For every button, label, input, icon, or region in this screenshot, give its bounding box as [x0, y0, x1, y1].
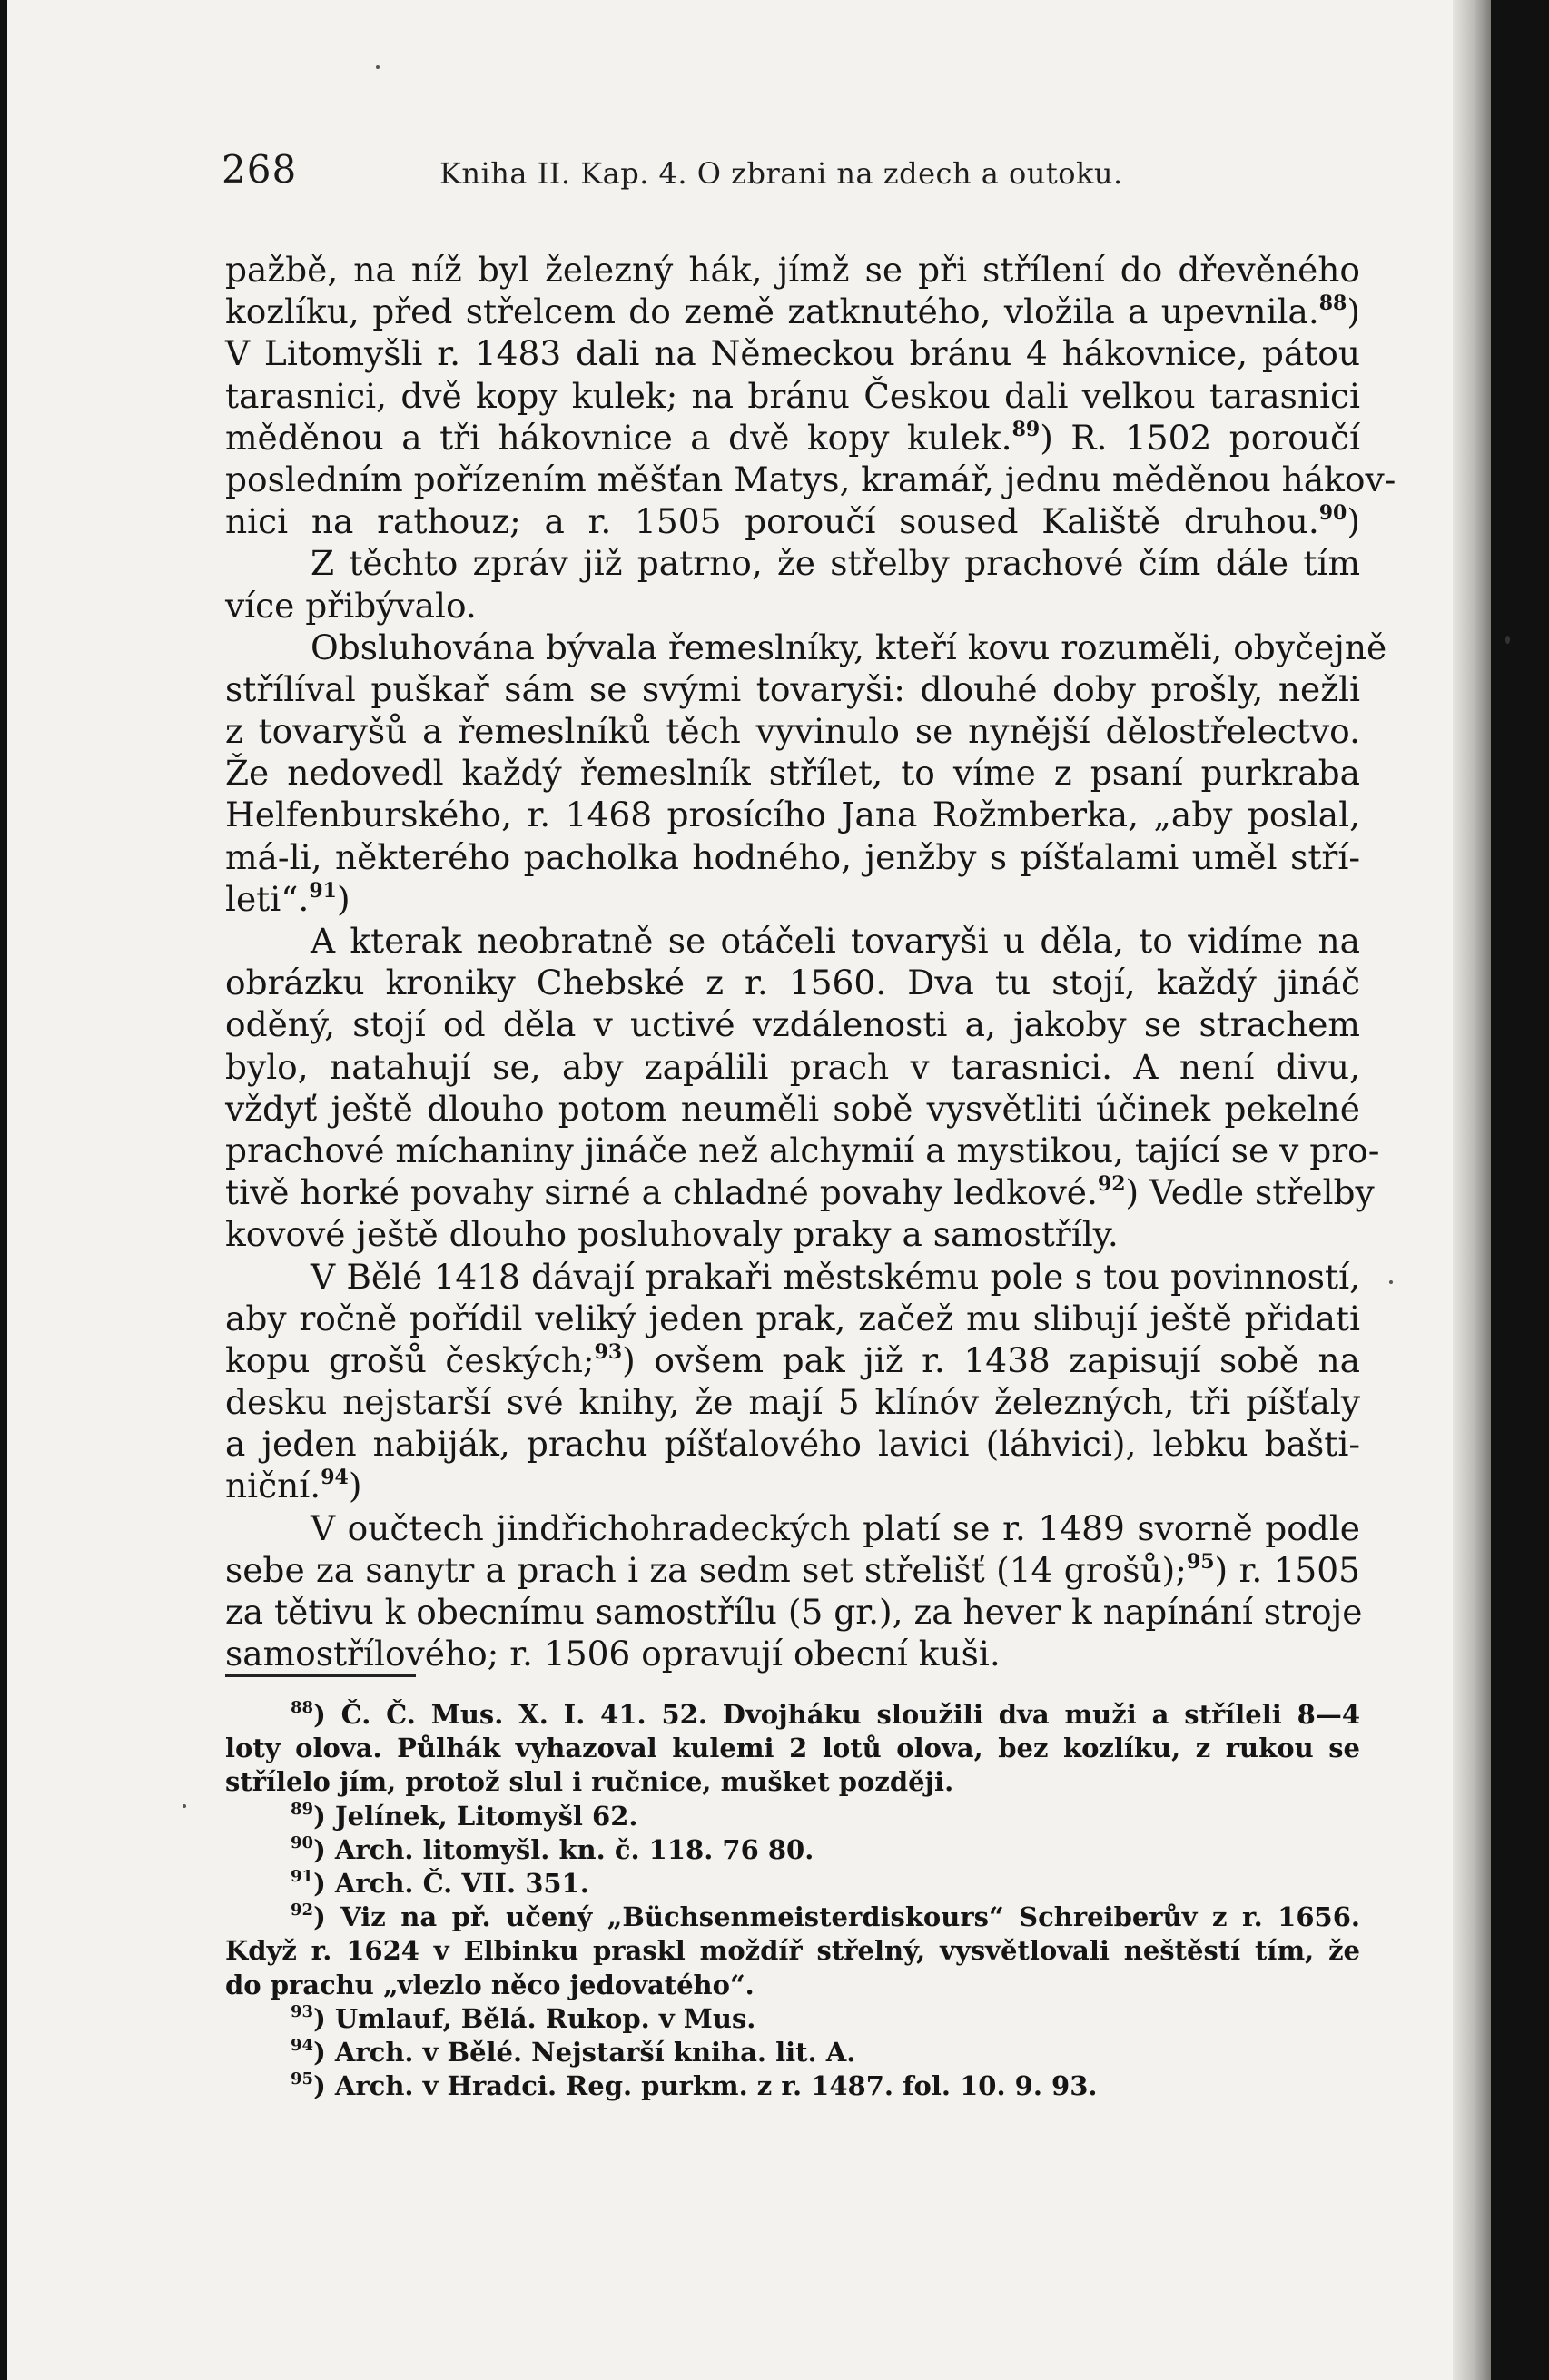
footnote-text: Arch. Č. VII. 351. — [334, 1867, 589, 1899]
body-line — [225, 1046, 1360, 1088]
body-line — [225, 1633, 1360, 1674]
body-line-text: kopu grošů českých; — [225, 1339, 595, 1380]
body-line-text: střílíval puškař sám se svými tovaryši: dlouhé doby prošly, nežli — [225, 668, 1360, 709]
body-line-text-after: R. 1502 poroučí — [1052, 417, 1360, 458]
footnote-line — [225, 1901, 1360, 1934]
body-line-text: bylo, natahují se, aby zapálili prach v tarasnici. A není divu, — [225, 1046, 1360, 1087]
footnote-number-paren: ) — [313, 1699, 341, 1730]
body-line-text: Že nedovedl každý řemeslník střílet, to víme z psaní purkraba — [225, 753, 1360, 794]
footnote-line — [225, 1765, 1360, 1799]
body-line — [225, 291, 1360, 332]
footnote-number: 93 — [291, 2001, 314, 2021]
footnote-text: střílelo jím, protož slul i ručnice, mušket později. — [225, 1766, 954, 1798]
footnote-number-paren: ) — [313, 1867, 335, 1899]
footnote-text: Umlauf, Bělá. Rukop. v Mus. — [334, 2002, 756, 2034]
footnote-text: Č. Č. Mus. X. I. 41. 52. Dvojháku sloužili dva muži a stříleli 8—4 — [340, 1699, 1360, 1730]
footnote-text: loty olova. Půlhák vyhazoval kulemi 2 lotů olova, bez kozlíku, z rukou se — [225, 1733, 1360, 1764]
footnote-line — [225, 2069, 1360, 2103]
footnote-reference-paren: ) — [348, 1466, 362, 1506]
body-line-text: tivě horké povahy sirné a chladné povahy ledkové. — [225, 1172, 1098, 1213]
footnote-reference[interactable]: 92 — [1097, 1172, 1126, 1197]
body-line — [225, 585, 1360, 627]
body-line-text: vždyť ještě dlouho potom neuměli sobě vysvětliti účinek pekelné — [225, 1088, 1360, 1129]
body-line-text: Z těchto zpráv již patrno, že střelby prachové čím dále tím — [311, 543, 1360, 584]
footnote-reference-paren: ) — [1214, 1549, 1228, 1590]
body-line-text: má-li, některého pacholka hodného, jenžby s píšťalami uměl stří- — [225, 836, 1360, 877]
footnote-line — [225, 1800, 1360, 1833]
body-line-text: oděný, stojí od děla v uctivé vzdálenosti a, jakoby se strachem — [225, 1004, 1360, 1045]
footnote-line — [225, 1969, 1360, 2002]
body-line-text: samostřílového; r. 1506 opravují obecní kuši. — [225, 1634, 1001, 1674]
footnote-reference[interactable]: 95 — [1186, 1549, 1215, 1574]
body-line-text: A kterak neobratně se otáčeli tovaryši u děla, to vidíme na — [311, 921, 1360, 961]
body-line — [225, 1591, 1363, 1633]
footnote-reference[interactable]: 91 — [309, 878, 337, 903]
body-line — [225, 878, 1360, 920]
body-line-text: V oučtech jindřichohradeckých platí se r. 1489 svorně podle — [311, 1507, 1360, 1548]
body-line-text: za tětivu k obecnímu samostřílu (5 gr.), za hever k napínání stroje — [225, 1592, 1363, 1632]
footnote-reference-paren: ) — [1347, 501, 1360, 542]
footnotes — [225, 1698, 1360, 2103]
body-line-text: leti“. — [225, 878, 310, 919]
body-line — [225, 459, 1396, 500]
footnote-line — [225, 1698, 1360, 1732]
footnote-line — [225, 1867, 1360, 1901]
body-line — [225, 710, 1360, 752]
body-line-text: a jeden nabiják, prachu píšťalového lavici (láhvici), lebku bašti- — [225, 1424, 1360, 1465]
footnote-text: do prachu „vlezlo něco jedovatého“. — [225, 1969, 755, 2000]
footnote-text: Když r. 1624 v Elbinku praskl moždíř střelný, vysvětlovali neštěstí tím, že — [225, 1935, 1360, 1967]
body-text — [225, 249, 1396, 1674]
body-line — [225, 1465, 1360, 1506]
body-line — [225, 1088, 1360, 1130]
footnote-text: Arch. v Hradci. Reg. purkm. z r. 1487. fol. 10. 9. 93. — [334, 2070, 1098, 2102]
body-line-text: desku nejstarší své knihy, že mají 5 klínóv železných, tři píšťaly — [225, 1382, 1360, 1423]
body-line — [225, 668, 1360, 710]
body-line — [225, 1549, 1360, 1591]
footnote-number-paren: ) — [313, 2036, 335, 2068]
footnote-text: Arch. v Bělé. Nejstarší kniha. lit. A. — [334, 2036, 856, 2068]
footnote-reference-paren: ) — [336, 878, 350, 919]
body-line-text: z tovaryšů a řemeslníků těch vyvinulo se nynější dělostřelectvo. — [225, 711, 1360, 752]
body-line — [225, 920, 1360, 962]
footnote-number: 92 — [291, 1901, 314, 1921]
body-line — [225, 627, 1387, 668]
footnote-number: 89 — [291, 1799, 314, 1819]
body-line — [225, 542, 1360, 584]
footnote-reference[interactable]: 90 — [1318, 501, 1347, 526]
body-line-text: Helfenburského, r. 1468 prosícího Jana Rožmberka, „aby poslal, — [225, 795, 1360, 835]
footnote-reference[interactable]: 89 — [1011, 417, 1041, 441]
body-line — [225, 1256, 1360, 1298]
body-line-text: pažbě, na níž byl železný hák, jímž se při střílení do dřevěného — [225, 250, 1360, 290]
footnote-number: 95 — [291, 2069, 314, 2089]
body-line — [225, 794, 1360, 835]
footnote-line — [225, 2036, 1360, 2069]
footnote-line — [225, 1934, 1360, 1968]
footnote-text: Jelínek, Litomyšl 62. — [334, 1800, 638, 1832]
body-line — [225, 249, 1360, 291]
body-line-text-after: ovšem pak již r. 1438 zapisují sobě na — [635, 1339, 1361, 1380]
footnote-text: Viz na př. učený „Büchsenmeisterdiskours“ Schreiberův z r. 1656. — [340, 1901, 1360, 1933]
body-line-text: prachové míchaniny jináče než alchymií a mystikou, tající se v pro- — [225, 1130, 1380, 1170]
footnote-line — [225, 1732, 1360, 1765]
body-line — [225, 1339, 1360, 1381]
footnote-reference[interactable]: 94 — [321, 1466, 349, 1490]
body-line-text-after: Vedle střelby — [1139, 1172, 1375, 1213]
running-head: Kniha II. Kap. 4. O zbrani na zdech a outoku. — [439, 156, 1123, 191]
body-line — [225, 962, 1360, 1003]
body-line-text: V Litomyšli r. 1483 dali na Německou bránu 4 hákovnice, pátou — [225, 333, 1360, 374]
body-line-text: kovové ještě dlouho posluhovaly praky a samostříly. — [225, 1214, 1119, 1255]
body-line — [225, 1507, 1360, 1549]
body-line-text: obrázku kroniky Chebské z r. 1560. Dva tu stojí, každý jináč — [225, 963, 1360, 1003]
body-line — [225, 417, 1360, 459]
body-line — [225, 1423, 1360, 1465]
print-speck — [376, 65, 380, 69]
footnote-number: 94 — [291, 2035, 314, 2055]
body-line — [225, 752, 1360, 794]
body-line-text: niční. — [225, 1466, 321, 1506]
footnote-number-paren: ) — [313, 1800, 335, 1832]
body-line-text: Obsluhována bývala řemeslníky, kteří kovu rozuměli, obyčejně — [311, 627, 1387, 667]
body-line — [225, 1130, 1380, 1171]
footnote-number-paren: ) — [313, 1901, 341, 1933]
footnote-number: 90 — [291, 1832, 314, 1852]
footnote-number-paren: ) — [313, 1833, 335, 1865]
body-line-text: tarasnici, dvě kopy kulek; na bránu Českou dali velkou tarasnici — [225, 375, 1360, 416]
footnote-reference[interactable]: 88 — [1318, 291, 1347, 316]
body-line-text: sebe za sanytr a prach i za sedm set střelišť (14 grošů); — [225, 1549, 1187, 1590]
body-line-text: aby ročně pořídil veliký jeden prak, začež mu slibují ještě přidati — [225, 1298, 1360, 1338]
body-line — [225, 500, 1360, 542]
body-line-text: nici na rathouz; a r. 1505 poroučí soused Kaliště druhou. — [225, 501, 1319, 542]
body-line — [225, 332, 1360, 374]
footnote-number-paren: ) — [313, 2002, 335, 2034]
body-line-text: V Bělé 1418 dávají prakaři městskému pole s tou povinností, — [311, 1256, 1360, 1297]
body-line — [225, 1298, 1360, 1339]
print-speck — [183, 1804, 186, 1808]
footnote-reference-paren: ) — [622, 1339, 636, 1380]
footnote-reference[interactable]: 93 — [594, 1339, 623, 1364]
footnote-rule — [225, 1674, 416, 1677]
page-edge-shadow — [1453, 0, 1491, 2380]
body-line — [225, 836, 1360, 878]
body-line-text-after: r. 1505 — [1228, 1549, 1360, 1590]
body-line-text: měděnou a tři hákovnice a dvě kopy kulek. — [225, 417, 1012, 458]
print-speck — [1505, 636, 1510, 644]
body-line — [225, 1003, 1360, 1045]
footnote-number-paren: ) — [313, 2070, 335, 2102]
footnote-reference-paren: ) — [1125, 1172, 1140, 1213]
body-line — [225, 1381, 1360, 1423]
body-line-text: více přibývalo. — [225, 585, 477, 626]
book-page — [7, 0, 1491, 2380]
body-line — [225, 1171, 1375, 1213]
footnote-text: Arch. litomyšl. kn. č. 118. 76 80. — [334, 1833, 814, 1865]
footnote-line — [225, 2002, 1360, 2036]
footnote-number: 88 — [291, 1698, 314, 1717]
print-speck — [1389, 1280, 1393, 1284]
page-header — [222, 147, 1211, 202]
footnote-number: 91 — [291, 1866, 314, 1886]
page-number: 268 — [222, 147, 298, 192]
body-line — [225, 1213, 1360, 1255]
body-line-text: kozlíku, před střelcem do země zatknutého, vložila a upevnila. — [225, 291, 1319, 332]
body-line-text: posledním pořízením měšťan Matys, kramář, jednu měděnou hákov- — [225, 459, 1396, 499]
footnote-reference-paren: ) — [1347, 291, 1360, 332]
footnote-reference-paren: ) — [1040, 417, 1053, 458]
footnote-line — [225, 1833, 1360, 1867]
body-line — [225, 375, 1360, 417]
